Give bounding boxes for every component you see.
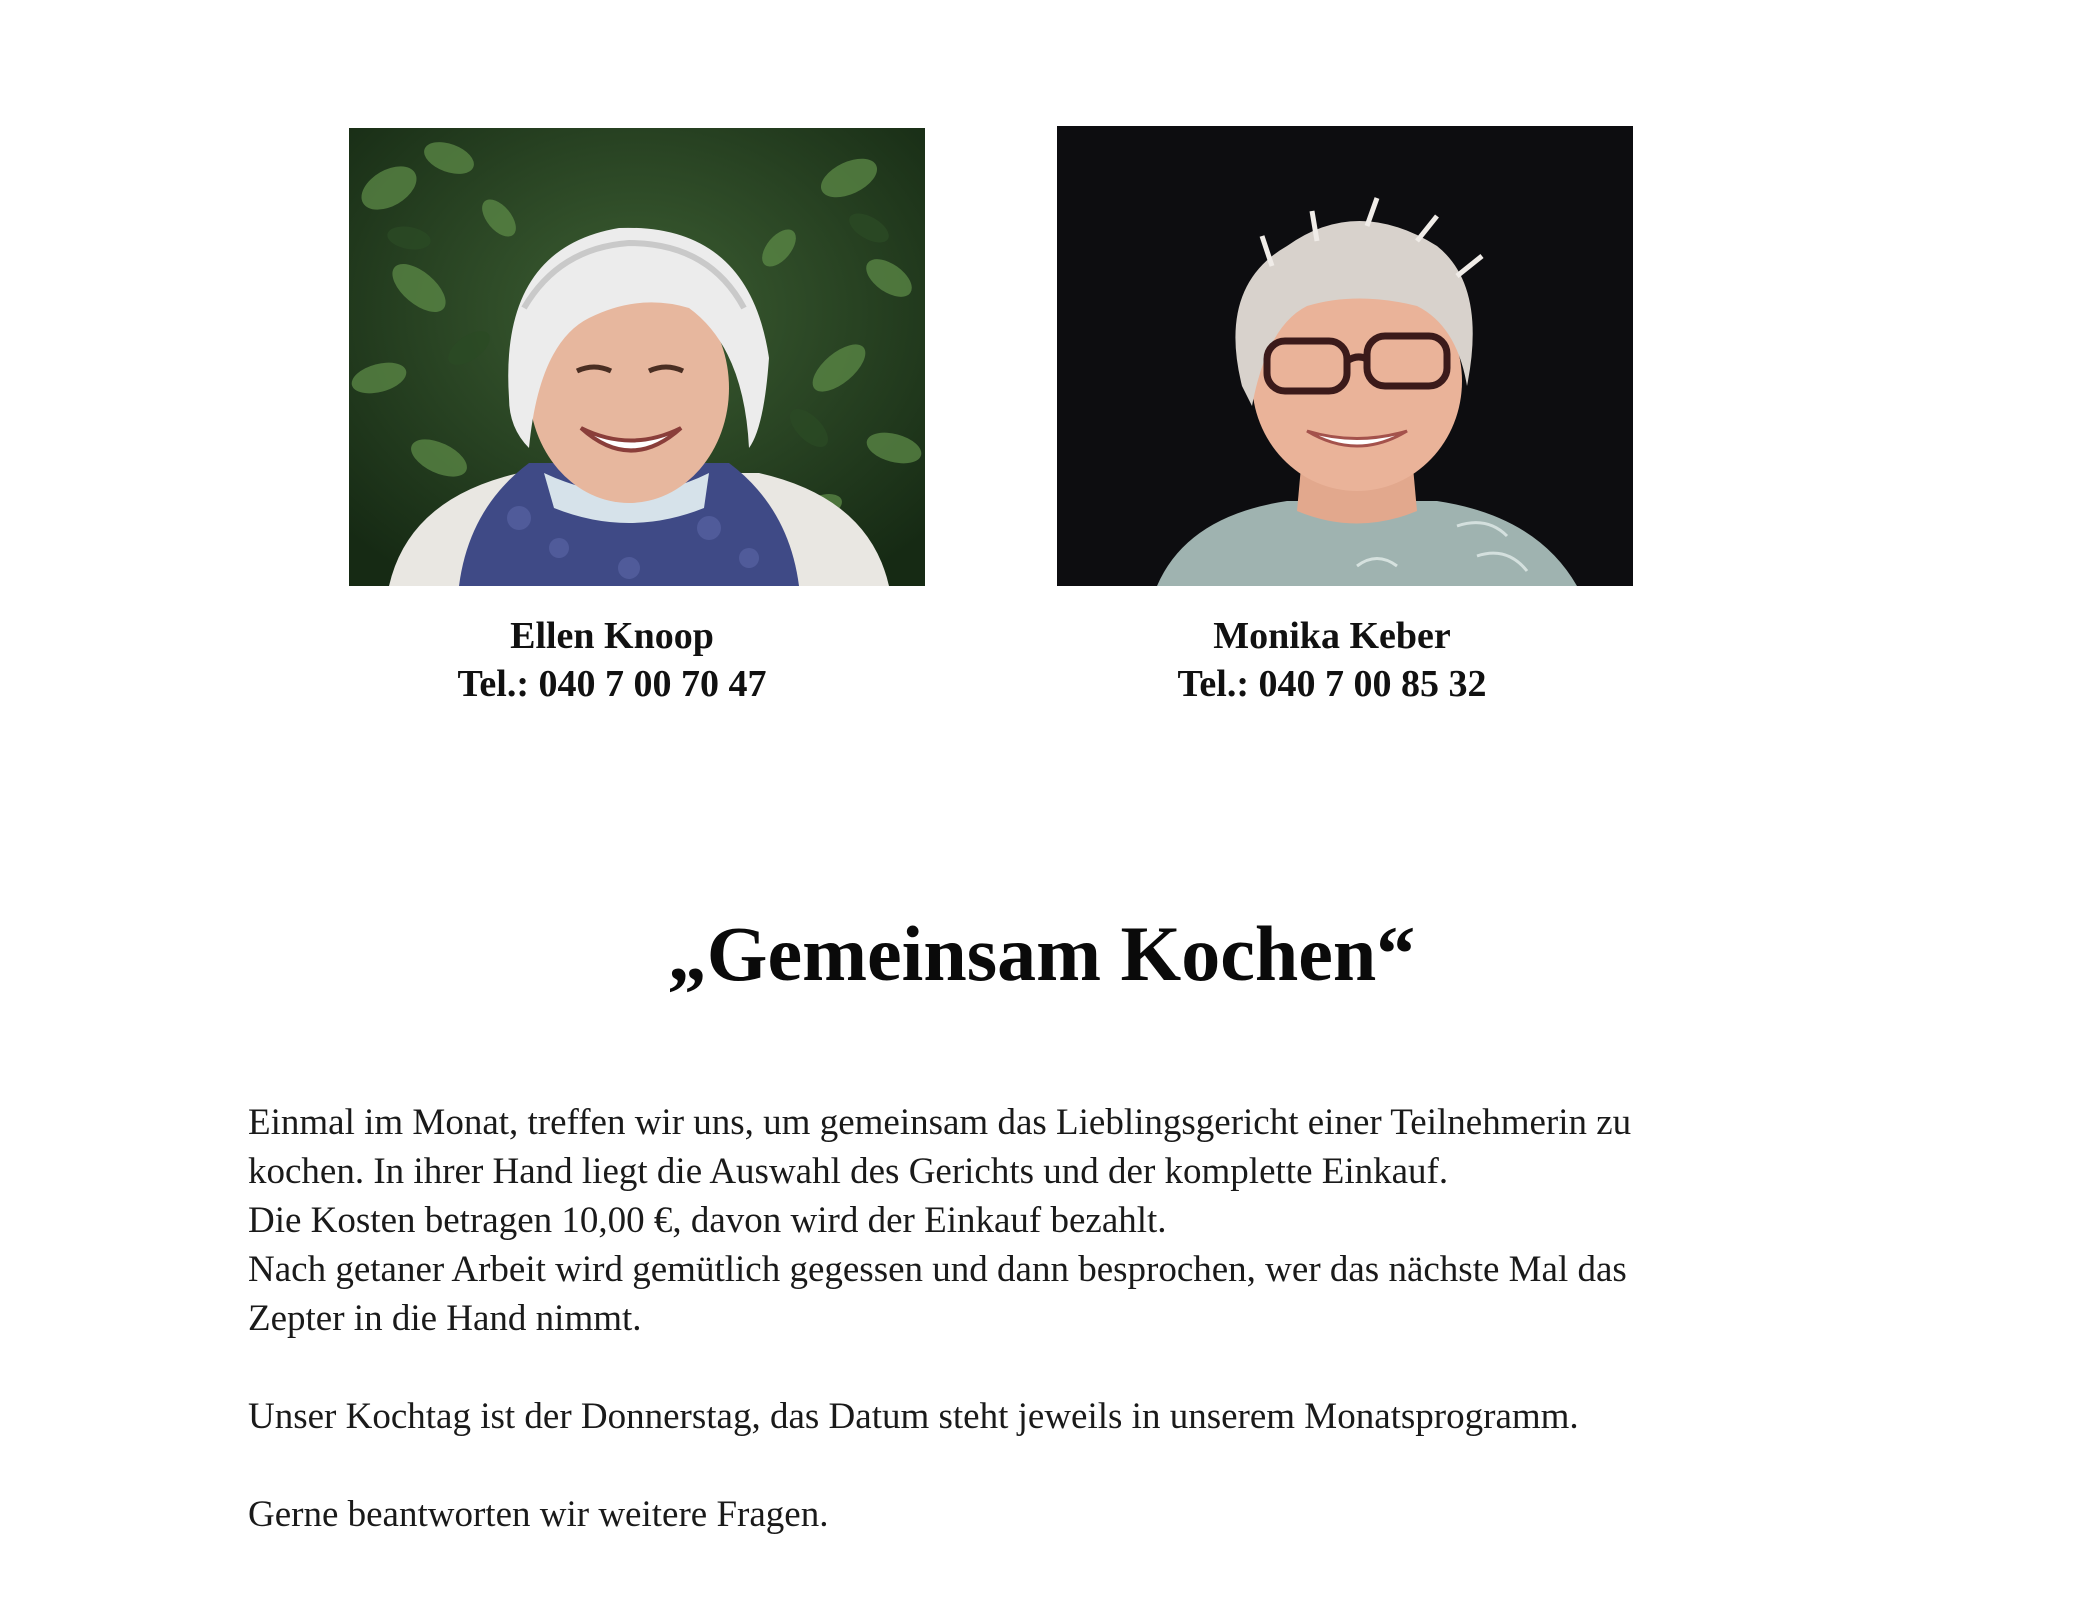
paragraph-cooking-day: Unser Kochtag ist der Donnerstag, das Datum steht jeweils in unserem Monatsprogramm.: [248, 1396, 1579, 1437]
paragraph-spacer: [248, 1343, 1868, 1392]
person-phone: Tel.: 040 7 00 85 32: [1177, 663, 1487, 705]
portrait-monika-image: [1057, 126, 1633, 586]
paragraph-line: kochen. In ihrer Hand liegt die Auswahl des Gerichts und der komplette Einkauf.: [248, 1151, 1449, 1192]
paragraph-line: Zepter in die Hand nimmt.: [248, 1298, 642, 1339]
contact-ellen: [312, 612, 912, 708]
paragraph-questions: Gerne beantworten wir weitere Fragen.: [248, 1494, 829, 1535]
page-title: „Gemeinsam Kochen“: [667, 910, 1416, 997]
paragraph-line: Einmal im Monat, treffen wir uns, um gemeinsam das Lieblingsgericht einer Teilnehmerin zu: [248, 1102, 1632, 1143]
contact-monika: [1032, 612, 1632, 708]
person-name: Ellen Knoop: [510, 615, 714, 657]
paragraph-line: Nach getaner Arbeit wird gemütlich gegessen und dann besprochen, wer das nächste Mal das: [248, 1249, 1627, 1290]
portrait-ellen-image: [349, 128, 925, 586]
paragraph-spacer: [248, 1441, 1868, 1490]
description-text: [248, 1098, 1868, 1539]
portrait-photo-ellen: [349, 128, 925, 586]
paragraph-line: Die Kosten betragen 10,00 €, davon wird der Einkauf bezahlt.: [248, 1200, 1167, 1241]
person-phone: Tel.: 040 7 00 70 47: [457, 663, 767, 705]
person-name: Monika Keber: [1213, 615, 1451, 657]
portrait-photo-monika: [1057, 126, 1633, 586]
